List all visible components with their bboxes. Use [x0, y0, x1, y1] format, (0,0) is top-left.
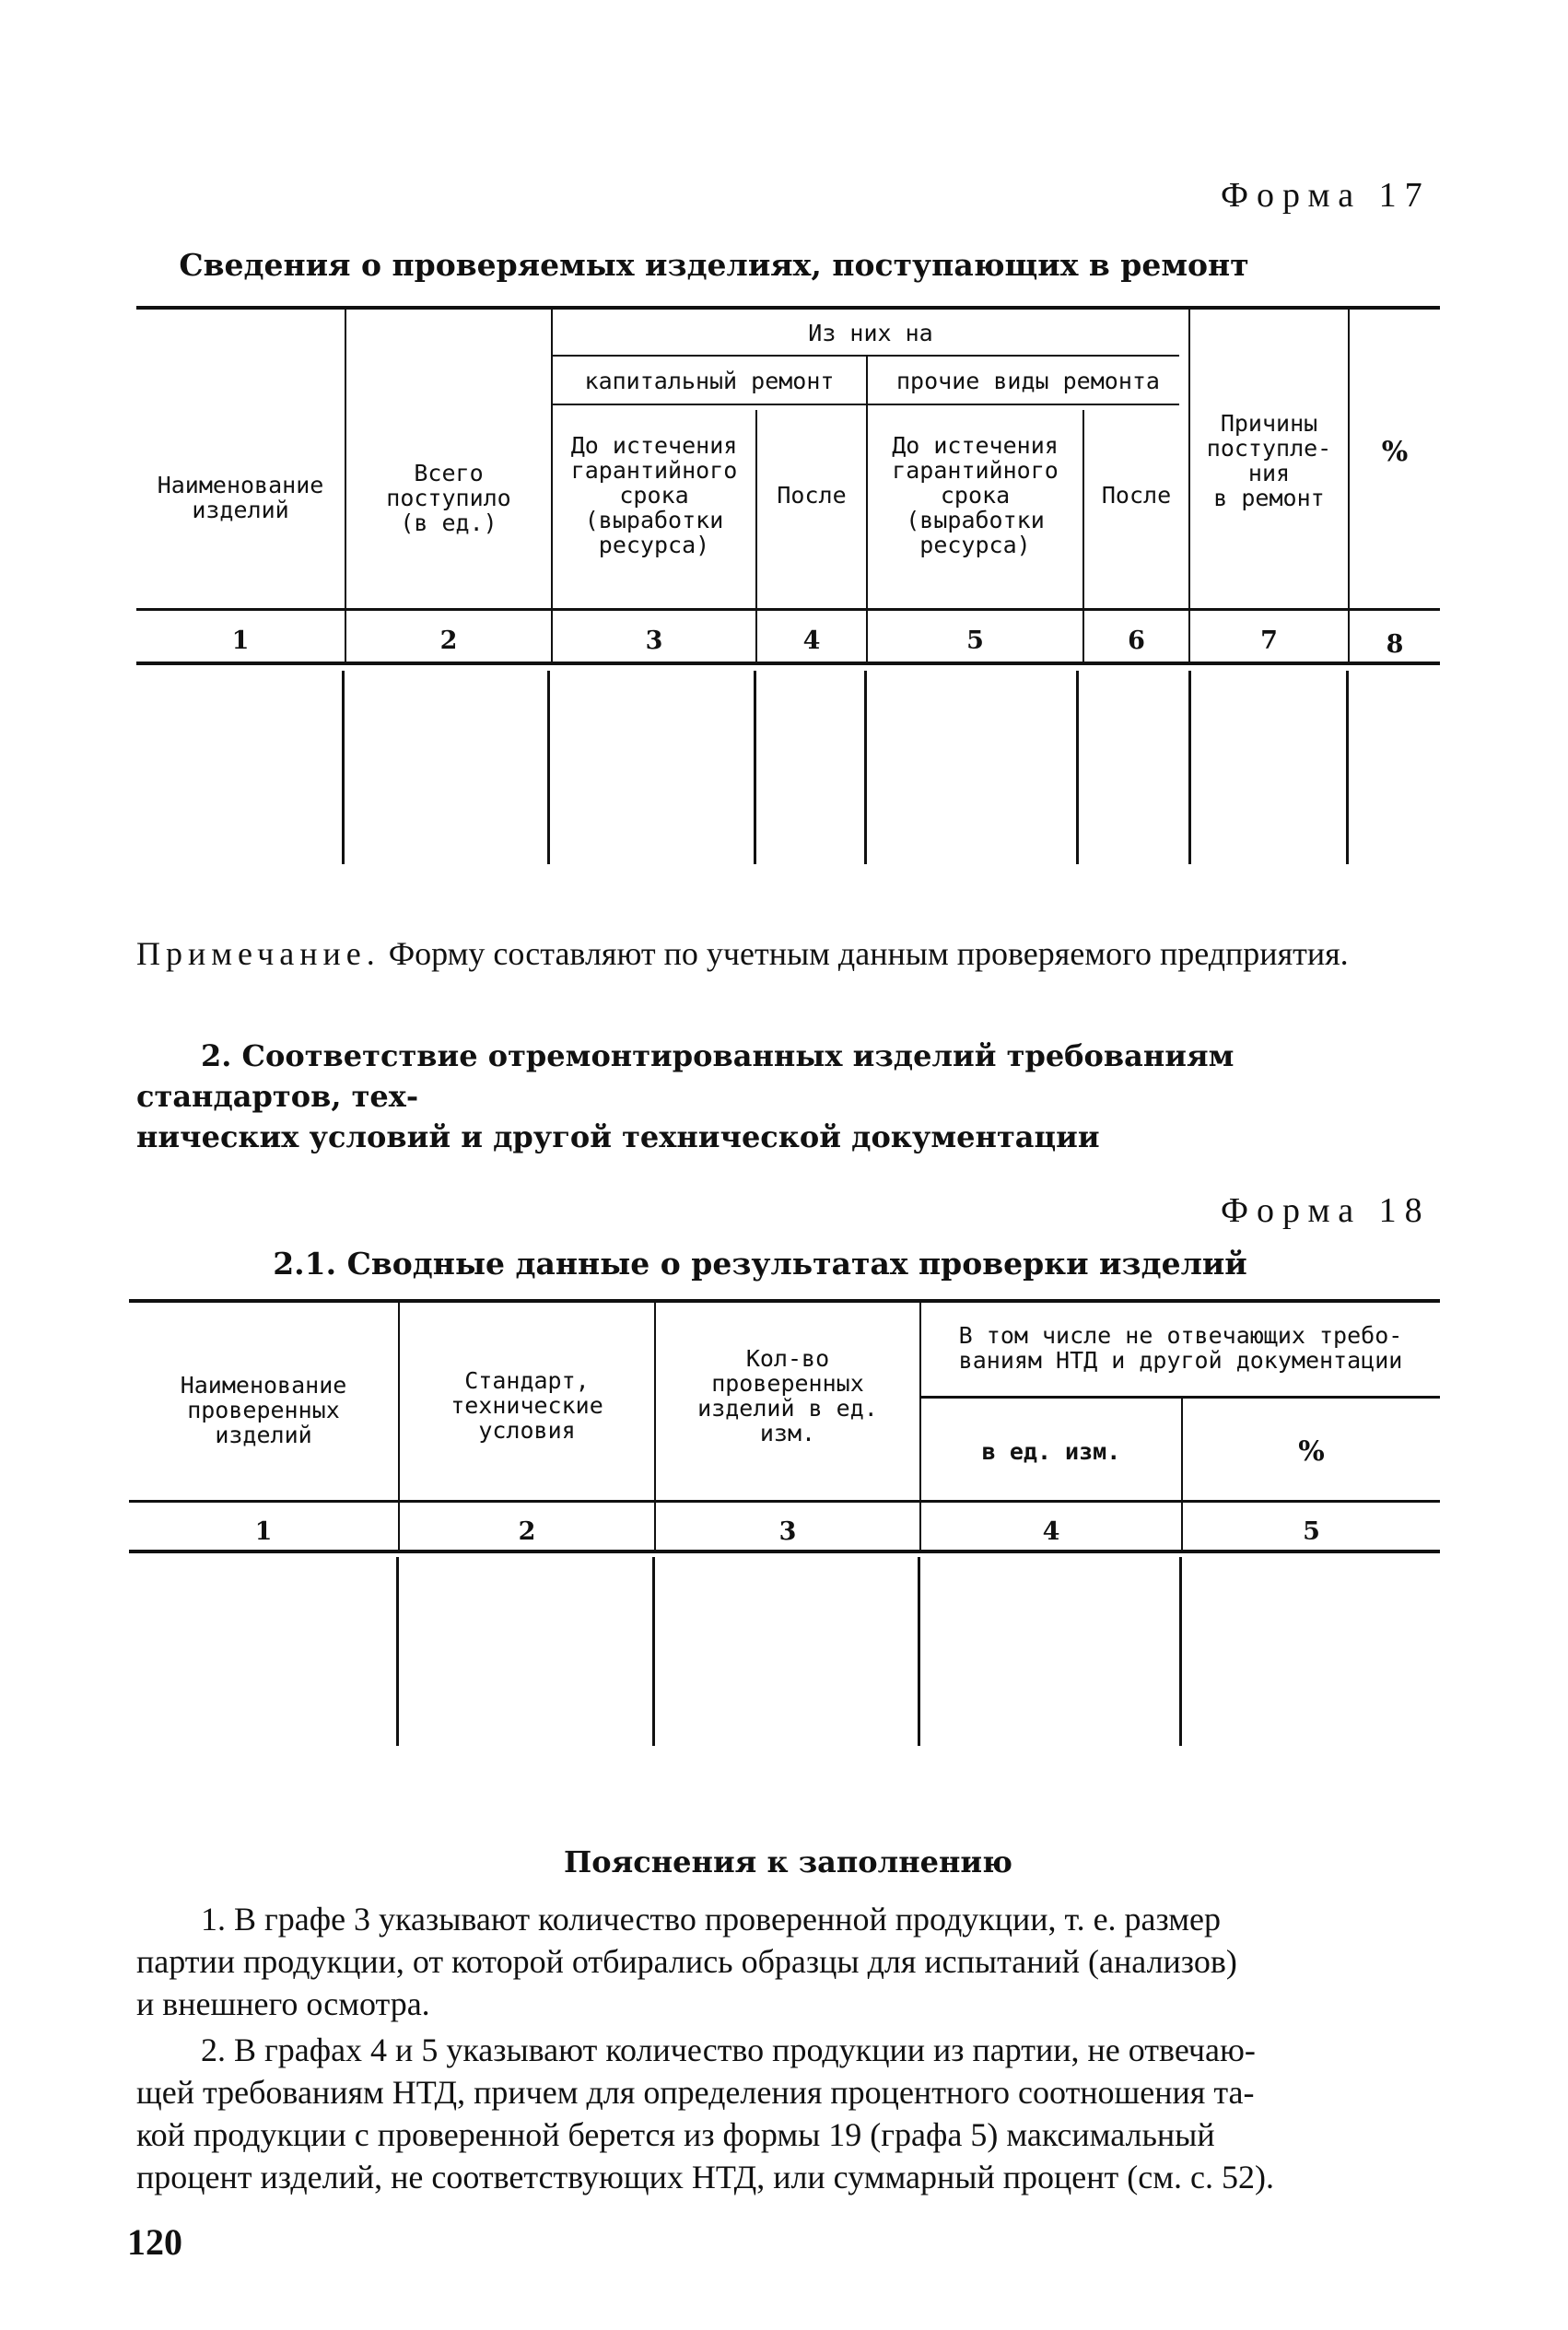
col-other-header: прочие виды ремонта: [896, 367, 1160, 394]
col-number: 8: [1386, 630, 1404, 659]
col-before-cap-header: До истечения гарантийного срока (выработки ресурса): [570, 431, 738, 558]
page-number: 120: [127, 2221, 182, 2263]
explanation-item: 2. В графах 4 и 5 указывают количество продукции из партии, не отвечаю- щей требованиям НТД, причем для определения процентного соотношения та- кой продукции с проверенной берется из формы 19 (графа 5) максимальный процент изделий, не соответствующих НТД, или суммарный процент (см. с. 52).: [136, 2031, 1274, 2195]
f18-percent-header: %: [1298, 1434, 1325, 1468]
form18-label: Форма 18: [1221, 1191, 1431, 1230]
col-total-header: Всего поступило (в ед.): [386, 459, 511, 536]
explanations-heading: Пояснения к заполнению: [564, 1844, 1012, 1879]
f18-standard-header: Стандарт, технические условия: [451, 1366, 603, 1444]
col-name-header: Наименование изделий: [157, 472, 324, 523]
col-number: 2: [439, 626, 458, 655]
col-number: 4: [1042, 1517, 1060, 1546]
col-number: 4: [802, 626, 821, 655]
col-after-other-header: После: [1101, 481, 1172, 509]
col-reasons-header: Причины поступле- ния в ремонт: [1206, 410, 1332, 511]
explanation-item: 1. В графе 3 указывают количество проверенной продукции, т. е. размер партии продукции, от которой отбирались образцы для испытаний (анализов) и внешнего осмотра.: [136, 1901, 1237, 2022]
col-number: 3: [645, 626, 663, 655]
col-number: 3: [778, 1517, 797, 1546]
col-capital-header: капитальный ремонт: [584, 367, 835, 394]
col-of-them-header: Из них на: [808, 319, 933, 346]
f18-units-header: в ед. изм.: [981, 1437, 1121, 1465]
col-number: 1: [231, 626, 250, 655]
col-number: 2: [518, 1517, 536, 1546]
col-number: 6: [1128, 626, 1145, 655]
note-text: Форму составляют по учетным данным проверяемого предприятия.: [380, 935, 1349, 972]
col-number: 1: [254, 1517, 273, 1546]
col-after-cap-header: После: [777, 481, 847, 509]
form18-title: 2.1. Сводные данные о результатах проверки изделий: [273, 1246, 1247, 1282]
f18-nonconforming-header: В том числе не отвечающих требо- ваниям НТД и другой документации: [958, 1322, 1403, 1374]
f18-count-header: Кол-во проверенных изделий в ед. изм.: [697, 1345, 878, 1446]
form17-label: Форма 17: [1221, 176, 1431, 215]
col-number: 5: [1303, 1517, 1320, 1546]
section2-heading: 2. Соответствие отремонтированных изделий требованиям стандартов, тех- нических условий и другой технической документации: [136, 1038, 1235, 1154]
note: [136, 932, 1440, 975]
form17-title: Сведения о проверяемых изделиях, поступающих в ремонт: [179, 247, 1249, 283]
note-lead: Примечание.: [136, 935, 380, 972]
col-before-other-header: До истечения гарантийного срока (выработки ресурса): [892, 431, 1059, 558]
col-percent-header: %: [1381, 435, 1409, 468]
col-number: 5: [966, 626, 984, 655]
col-number: 7: [1260, 626, 1278, 655]
f18-name-header: Наименование проверенных изделий: [180, 1371, 347, 1448]
